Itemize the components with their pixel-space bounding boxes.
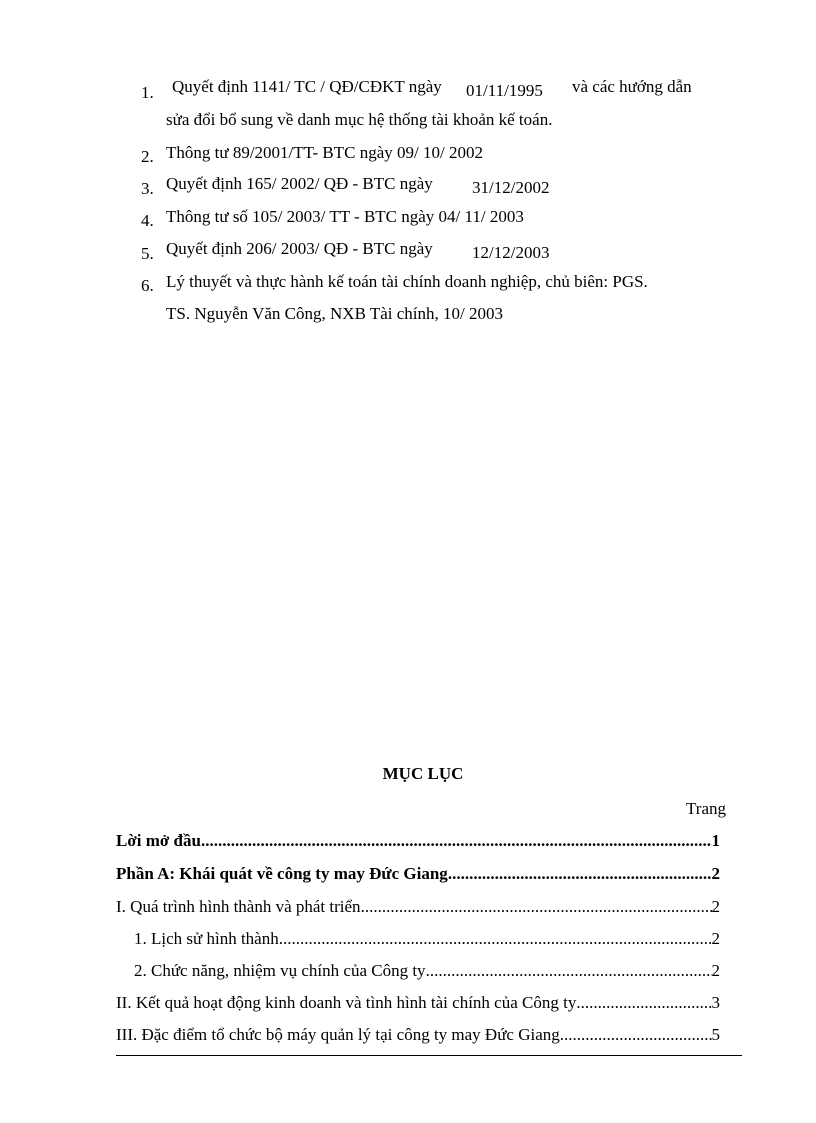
toc-entry[interactable] — [134, 929, 720, 949]
toc-entry-text: II. Kết quả hoạt động kinh doanh và tình hình tài chính của Công ty — [116, 993, 577, 1012]
toc-leader — [448, 864, 712, 884]
reference-number: 5. — [141, 244, 154, 263]
toc-entry-text: 2. Chức năng, nhiệm vụ chính của Công ty — [134, 961, 426, 980]
reference-text: Lý thuyết và thực hành kế toán tài chính doanh nghiệp, chủ biên: PGS. — [166, 272, 648, 291]
toc-entry-text: III. Đặc điểm tổ chức bộ máy quản lý tại công ty may Đức Giang — [116, 1025, 560, 1044]
toc-entry-page: 2 — [711, 961, 720, 980]
toc-entry-text: Lời mở đầu — [116, 831, 201, 850]
reference-date: 31/12/2002 — [472, 178, 550, 197]
reference-number: 2. — [141, 147, 154, 166]
toc-entry-page: 5 — [711, 1025, 720, 1044]
toc-leader — [576, 993, 711, 1013]
toc-leader — [279, 929, 712, 949]
toc-entry-page: 3 — [711, 993, 720, 1012]
reference-number: 6. — [141, 276, 154, 295]
reference-text: Thông tư số 105/ 2003/ TT - BTC ngày 04/ 11/ 2003 — [166, 207, 524, 226]
toc-leader — [560, 1025, 712, 1045]
reference-number: 3. — [141, 179, 154, 198]
reference-text-after: và các hướng dẫn — [572, 77, 692, 96]
bottom-divider — [116, 1055, 742, 1056]
toc-entry-page: 2 — [711, 864, 720, 883]
reference-text: Quyết định 165/ 2002/ QĐ - BTC ngày — [166, 174, 433, 193]
toc-entry[interactable] — [116, 897, 720, 917]
reference-text-line2: sửa đổi bổ sung về danh mục hệ thống tài khoản kế toán. — [166, 110, 553, 129]
reference-text-line2: TS. Nguyễn Văn Công, NXB Tài chính, 10/ 2003 — [166, 304, 503, 323]
toc-entry[interactable] — [116, 831, 720, 851]
toc-leader — [361, 897, 712, 917]
reference-date: 01/11/1995 — [466, 81, 543, 100]
reference-text: Thông tư 89/2001/TT- BTC ngày 09/ 10/ 2002 — [166, 143, 483, 162]
toc-entry[interactable] — [116, 993, 720, 1013]
reference-text: Quyết định 206/ 2003/ QĐ - BTC ngày — [166, 239, 433, 258]
toc-leader — [201, 831, 712, 851]
toc-entry-text: 1. Lịch sử hình thành — [134, 929, 279, 948]
toc-entry-page: 2 — [711, 897, 720, 916]
toc-leader — [426, 961, 712, 981]
toc-entry-text: Phần A: Khái quát về công ty may Đức Giang — [116, 864, 448, 883]
reference-number: 1. — [141, 83, 154, 102]
reference-text: Quyết định 1141/ TC / QĐ/CĐKT ngày — [172, 77, 442, 96]
toc-entry[interactable] — [116, 1025, 720, 1045]
toc-entry-page: 2 — [711, 929, 720, 948]
toc-entry[interactable] — [134, 961, 720, 981]
toc-title: MỤC LỤC — [382, 764, 464, 783]
toc-entry-text: I. Quá trình hình thành và phát triển — [116, 897, 361, 916]
reference-number: 4. — [141, 211, 154, 230]
reference-date: 12/12/2003 — [472, 243, 550, 262]
toc-entry-page: 1 — [711, 831, 720, 850]
toc-entry[interactable] — [116, 864, 720, 884]
toc-page-label: Trang — [686, 799, 726, 818]
